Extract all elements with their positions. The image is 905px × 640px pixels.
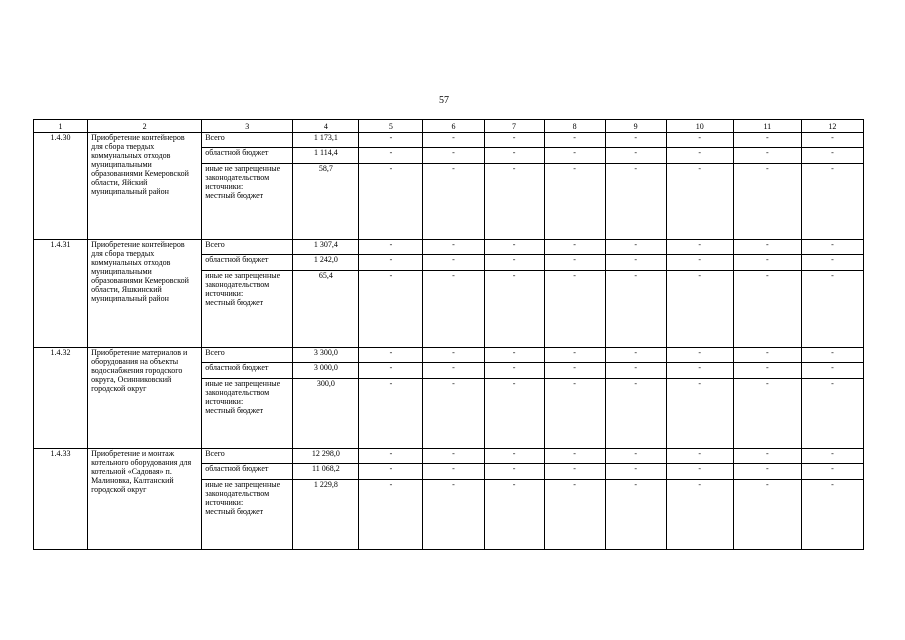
- dash-cell: -: [359, 255, 423, 271]
- regional-label: областной бюджет: [202, 255, 293, 271]
- local-budget-label: местный бюджет: [205, 406, 264, 415]
- header-cell: 2: [88, 120, 202, 133]
- page-number: 57: [439, 95, 449, 106]
- dash-cell: -: [544, 348, 605, 363]
- dash-cell: -: [605, 363, 666, 379]
- header-cell: 11: [733, 120, 801, 133]
- total-value: 3 300,0: [293, 348, 359, 363]
- dash-cell: -: [484, 363, 544, 379]
- dash-cell: -: [666, 148, 733, 164]
- dash-cell: -: [484, 240, 544, 255]
- dash-cell: -: [359, 240, 423, 255]
- local-budget-label: местный бюджет: [205, 191, 264, 200]
- dash-cell: -: [423, 480, 484, 550]
- dash-cell: -: [666, 255, 733, 271]
- dash-cell: -: [359, 348, 423, 363]
- dash-cell: -: [484, 271, 544, 348]
- other-sources-cell: [202, 164, 293, 240]
- dash-cell: -: [359, 133, 423, 148]
- dash-cell: -: [733, 480, 801, 550]
- header-cell: 1: [34, 120, 88, 133]
- dash-cell: -: [484, 255, 544, 271]
- dash-cell: -: [544, 449, 605, 464]
- dash-cell: -: [423, 271, 484, 348]
- dash-cell: -: [733, 164, 801, 240]
- header-cell: 7: [484, 120, 544, 133]
- dash-cell: -: [484, 449, 544, 464]
- dash-cell: -: [544, 240, 605, 255]
- dash-cell: -: [484, 164, 544, 240]
- dash-cell: -: [484, 480, 544, 550]
- header-cell: 3: [202, 120, 293, 133]
- item-name: Приобретение и монтаж котельного оборудования для котельной «Садовая» п. Малиновка, Калтанский городской округ: [88, 449, 202, 550]
- dash-cell: -: [801, 240, 863, 255]
- dash-cell: -: [484, 148, 544, 164]
- dash-cell: -: [423, 255, 484, 271]
- dash-cell: -: [605, 255, 666, 271]
- header-cell: 8: [544, 120, 605, 133]
- header-row: [34, 120, 864, 133]
- dash-cell: -: [423, 148, 484, 164]
- table-row-total: [34, 348, 864, 363]
- item-name: Приобретение контейнеров для сбора твердых коммунальных отходов муниципальными образованиями Кемеровской области, Яшкинский муниципальный район: [88, 240, 202, 348]
- dash-cell: -: [423, 348, 484, 363]
- dash-cell: -: [423, 240, 484, 255]
- dash-cell: -: [733, 449, 801, 464]
- dash-cell: -: [666, 271, 733, 348]
- dash-cell: -: [605, 464, 666, 480]
- dash-cell: -: [359, 271, 423, 348]
- dash-cell: -: [423, 464, 484, 480]
- other-sources-cell: [202, 480, 293, 550]
- dash-cell: -: [733, 133, 801, 148]
- dash-cell: -: [801, 133, 863, 148]
- dash-cell: -: [801, 271, 863, 348]
- regional-label: областной бюджет: [202, 363, 293, 379]
- dash-cell: -: [733, 271, 801, 348]
- dash-cell: -: [605, 271, 666, 348]
- dash-cell: -: [801, 255, 863, 271]
- dash-cell: -: [544, 148, 605, 164]
- dash-cell: -: [801, 379, 863, 449]
- table-row-total: [34, 240, 864, 255]
- dash-cell: -: [733, 255, 801, 271]
- other-sources-label: иные не запрещенные законодательством источники:: [205, 271, 281, 298]
- dash-cell: -: [544, 164, 605, 240]
- header-cell: 9: [605, 120, 666, 133]
- other-sources-cell: [202, 379, 293, 449]
- dash-cell: -: [666, 133, 733, 148]
- dash-cell: -: [359, 449, 423, 464]
- dash-cell: -: [666, 348, 733, 363]
- regional-value: 11 068,2: [293, 464, 359, 480]
- item-name: Приобретение материалов и оборудования на объекты водоснабжения городского округа, Осинниковский городской округ: [88, 348, 202, 449]
- dash-cell: -: [423, 379, 484, 449]
- regional-value: 1 114,4: [293, 148, 359, 164]
- dash-cell: -: [733, 240, 801, 255]
- dash-cell: -: [359, 480, 423, 550]
- dash-cell: -: [359, 164, 423, 240]
- dash-cell: -: [484, 464, 544, 480]
- total-label: Всего: [202, 240, 293, 255]
- dash-cell: -: [801, 164, 863, 240]
- dash-cell: -: [484, 133, 544, 148]
- dash-cell: -: [733, 148, 801, 164]
- dash-cell: -: [801, 348, 863, 363]
- dash-cell: -: [484, 379, 544, 449]
- dash-cell: -: [423, 164, 484, 240]
- other-sources-label: иные не запрещенные законодательством источники:: [205, 164, 281, 191]
- local-budget-label: местный бюджет: [205, 298, 264, 307]
- item-name: Приобретение контейнеров для сбора твердых коммунальных отходов муниципальными образованиями Кемеровской области, Яйский муниципальный район: [88, 133, 202, 240]
- dash-cell: -: [666, 240, 733, 255]
- dash-cell: -: [733, 379, 801, 449]
- local-value: 1 229,8: [293, 480, 359, 550]
- local-budget-label: местный бюджет: [205, 507, 264, 516]
- header-cell: 10: [666, 120, 733, 133]
- dash-cell: -: [359, 464, 423, 480]
- dash-cell: -: [544, 379, 605, 449]
- dash-cell: -: [801, 480, 863, 550]
- dash-cell: -: [666, 379, 733, 449]
- dash-cell: -: [666, 164, 733, 240]
- dash-cell: -: [605, 348, 666, 363]
- dash-cell: -: [801, 148, 863, 164]
- dash-cell: -: [605, 240, 666, 255]
- total-value: 12 298,0: [293, 449, 359, 464]
- dash-cell: -: [666, 363, 733, 379]
- dash-cell: -: [544, 133, 605, 148]
- dash-cell: -: [605, 480, 666, 550]
- dash-cell: -: [423, 449, 484, 464]
- dash-cell: -: [666, 449, 733, 464]
- dash-cell: -: [544, 480, 605, 550]
- header-cell: 6: [423, 120, 484, 133]
- dash-cell: -: [605, 133, 666, 148]
- dash-cell: -: [801, 449, 863, 464]
- dash-cell: -: [544, 271, 605, 348]
- dash-cell: -: [544, 363, 605, 379]
- total-value: 1 307,4: [293, 240, 359, 255]
- dash-cell: -: [733, 464, 801, 480]
- dash-cell: -: [423, 133, 484, 148]
- other-sources-cell: [202, 271, 293, 348]
- budget-table: [33, 119, 864, 550]
- dash-cell: -: [544, 255, 605, 271]
- dash-cell: -: [484, 348, 544, 363]
- total-label: Всего: [202, 348, 293, 363]
- dash-cell: -: [733, 363, 801, 379]
- total-label: Всего: [202, 449, 293, 464]
- other-sources-label: иные не запрещенные законодательством источники:: [205, 379, 281, 406]
- table-row-total: [34, 449, 864, 464]
- dash-cell: -: [605, 164, 666, 240]
- header-cell: 12: [801, 120, 863, 133]
- item-code: 1.4.30: [34, 133, 88, 240]
- item-code: 1.4.33: [34, 449, 88, 550]
- dash-cell: -: [666, 464, 733, 480]
- dash-cell: -: [605, 449, 666, 464]
- dash-cell: -: [733, 348, 801, 363]
- dash-cell: -: [666, 480, 733, 550]
- dash-cell: -: [605, 379, 666, 449]
- dash-cell: -: [605, 148, 666, 164]
- total-value: 1 173,1: [293, 133, 359, 148]
- item-code: 1.4.31: [34, 240, 88, 348]
- dash-cell: -: [801, 464, 863, 480]
- dash-cell: -: [359, 363, 423, 379]
- regional-value: 1 242,0: [293, 255, 359, 271]
- total-label: Всего: [202, 133, 293, 148]
- local-value: 58,7: [293, 164, 359, 240]
- local-value: 65,4: [293, 271, 359, 348]
- item-code: 1.4.32: [34, 348, 88, 449]
- other-sources-label: иные не запрещенные законодательством источники:: [205, 480, 281, 507]
- header-cell: 4: [293, 120, 359, 133]
- local-value: 300,0: [293, 379, 359, 449]
- dash-cell: -: [801, 363, 863, 379]
- header-cell: 5: [359, 120, 423, 133]
- dash-cell: -: [359, 148, 423, 164]
- dash-cell: -: [359, 379, 423, 449]
- table-row-total: [34, 133, 864, 148]
- regional-label: областной бюджет: [202, 148, 293, 164]
- dash-cell: -: [423, 363, 484, 379]
- regional-label: областной бюджет: [202, 464, 293, 480]
- regional-value: 3 000,0: [293, 363, 359, 379]
- dash-cell: -: [544, 464, 605, 480]
